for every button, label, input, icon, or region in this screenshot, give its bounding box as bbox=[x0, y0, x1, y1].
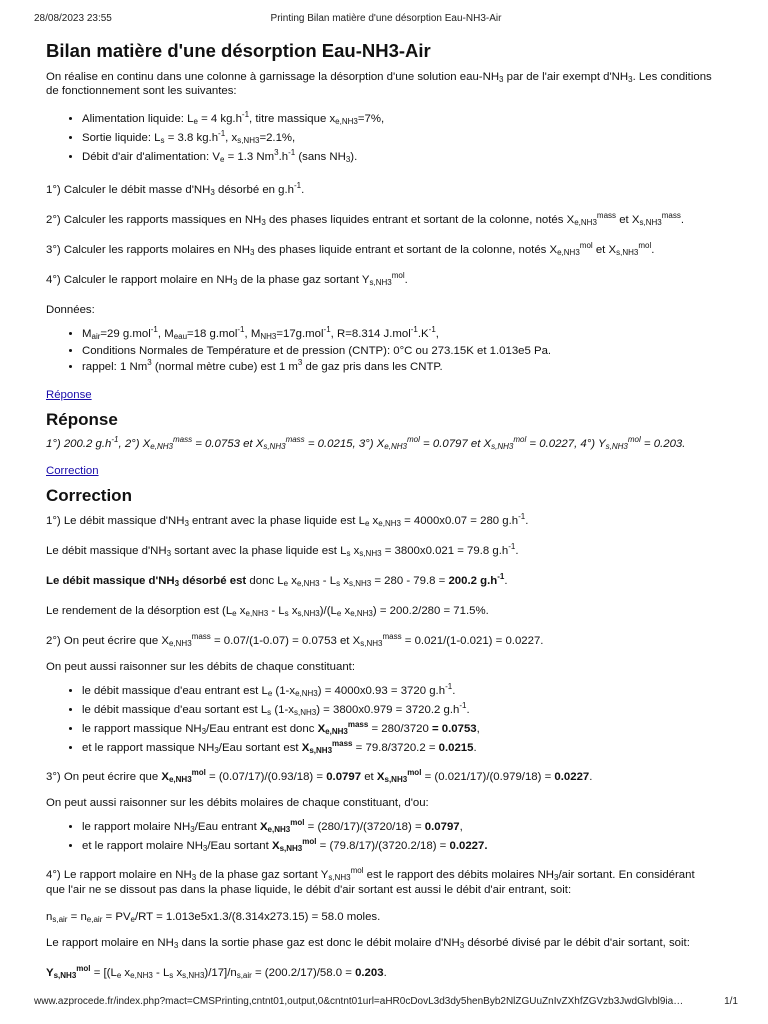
print-page-title: Printing Bilan matière d'une désorption Eau-NH3-Air bbox=[270, 13, 502, 24]
list-item: • le rapport massique $NH_3$/Eau entrant est donc $X_{e,NH3}^{mass} = 280/3720 = 0.0753$, bbox=[82, 720, 714, 739]
correction-paragraph: On peut aussi raisonner sur les débits molaires de chaque constituant, d'ou: bbox=[46, 797, 429, 809]
correction-link[interactable]: Correction bbox=[46, 465, 99, 477]
list-item: • $M_{air}=29$ g.mol$^{-1}$, $M_{eau}=18$ g.mol$^{-1}$, $M_{NH3}=17g.mol^{-1}$, R=8.314 $J.mol^{-1}.K^{-1}$, bbox=[82, 325, 714, 344]
question-1: 1°) Calculer le débit masse $d'NH_3$ désorbé en $g.h^{-1}$. bbox=[46, 181, 305, 197]
list-item: • et le rapport molaire $NH_3$/Eau sortant $X_{s,NH3}^{mol} = (79.8/17)/(3720.2/18) = 0.0227$. bbox=[82, 837, 714, 856]
correction-paragraph: $Y_{s,NH3}^{mol} = [(L_e$ $x_{e,NH3} - L_s$ $x_{s,NH3})/17]/n_{s,air} = (200.2/17)/58.0 = 0.203$. bbox=[46, 964, 387, 980]
reponse-text: 1°) 200.2 $g.h^{-1}$, 2°) $X_{e,NH3}^{mass} = 0.0753$ et $X_{s,NH3}^{mass} = 0.0215$, 3°) $X_{e,NH3}^{mol} = 0.0797$ et $X_{s,NH3}^{mol} = 0.0227$, 4°) $Y_{s,NH3}^{mol} = 0.203$. bbox=[46, 435, 686, 451]
list-item: • Sortie liquide: $L_s = 3.8$ $kg.h^{-1}$, $x_{s,NH3}=2.1\%$, bbox=[82, 129, 714, 148]
question-3: 3°) Calculer les rapports molaires en $NH_3$ des phases liquide entrant et sortant de la colonne, notés $X_{e,NH3}^{mol}$ et $X_{s,NH3}^{mol}$. bbox=[46, 241, 655, 257]
correction-paragraph: On peut aussi raisonner sur les débits de chaque constituant: bbox=[46, 661, 355, 673]
list-item: • Alimentation liquide: $L_e = 4$ $kg.h^{-1}$, titre massique $x_{e,NH3}=7\%$, bbox=[82, 110, 714, 129]
mass-flow-list bbox=[46, 682, 714, 758]
correction-paragraph: 3°) On peut écrire que $X_{e,NH3}^{mol} = (0.07/17)/(0.93/18) = 0.0797$ et $X_{s,NH3}^{mol} = (0.021/17)/(0.979/18) = 0.0227$. bbox=[46, 768, 593, 784]
correction-paragraph: 4°) Le rapport molaire en $NH_3$ de la phase gaz sortant $Y_{s,NH3}^{mol}$ est le rapport des débits molaires $NH_3$/air sortant. En considérant que l'air ne se dissout pas dans la phase liquide, le débit d'air sortant est aussi le débit d'air entrant, soit: bbox=[46, 866, 695, 896]
question-2: 2°) Calculer les rapports massiques en $NH_3$ des phases liquides entrant et sortant de la colonne, notés $X_{e,NH3}^{mass}$ et $X_{s,NH3}^{mass}$. bbox=[46, 211, 684, 227]
intro-paragraph: On réalise en continu dans une colonne à garnissage la désorption d'une solution eau-$NH_3$ par de l'air exempt $d'NH_3$. Les conditions de fonctionnement sont les suivantes: bbox=[46, 71, 712, 97]
correction-paragraph: 2°) On peut écrire que $X_{e,NH3}^{mass} = 0.07/(1-0.07) = 0.0753$ et $X_{s,NH3}^{mass} = 0.021/(1-0.021) = 0.0227$. bbox=[46, 632, 544, 648]
correction-paragraph: Le débit massique $d'NH_3$ désorbé est donc $L_e$ $x_{e,NH3} - L_s$ $x_{s,NH3} = 280 - 79.8 = 200.2$ $g.h^{-1}$. bbox=[46, 572, 508, 588]
correction-paragraph: Le rendement de la désorption est ($L_e$ $x_{e,NH3} - L_s$ $x_{s,NH3})/(L_e$ $x_{e,NH3}) = 200.2/280 = 71.5\%$. bbox=[46, 605, 489, 618]
correction-paragraph: $n_{s,air} = n_{e,air} = PV_e/RT = 1.013e5x1.3/(8.314x273.15) = 58.0$ moles. bbox=[46, 911, 381, 924]
correction-heading: Correction bbox=[46, 486, 132, 505]
correction-paragraph: Le débit massique $d'NH_3$ sortant avec la phase liquide est $L_s$ $x_{s,NH3} = 3800x0.021 = 79.8$ $g.h^{-1}$. bbox=[46, 542, 519, 558]
conditions-list bbox=[46, 110, 714, 167]
source-url: www.azprocede.fr/index.php?mact=CMSPrinting,cntnt01,output,0&cntnt01url=aHR0cDovL3d3dy5henByb2NlZGUuZnIvZXhfZGVzb3JwdGlvbl9ia… bbox=[34, 996, 684, 1007]
list-item: • Débit d'air d'alimentation: $V_e = 1.3$ $Nm^3.h^{-1}$ (sans $NH_3$). bbox=[82, 148, 714, 167]
page-number: 1/1 bbox=[724, 996, 738, 1007]
list-item: • Conditions Normales de Température et de pression (CNTP): 0°C ou 273.15K et 1.013e5 Pa. bbox=[82, 344, 714, 359]
reponse-link[interactable]: Réponse bbox=[46, 389, 92, 401]
data-list bbox=[46, 325, 714, 376]
correction-paragraph: 1°) Le débit massique $d'NH_3$ entrant avec la phase liquide est $L_e$ $x_{e,NH3} = 4000x0.07 = 280$ $g.h^{-1}$. bbox=[46, 512, 529, 528]
question-4: 4°) Calculer le rapport molaire en $NH_3$ de la phase gaz sortant $Y_{s,NH3}^{mol}$. bbox=[46, 271, 408, 287]
print-datetime: 28/08/2023 23:55 bbox=[34, 13, 112, 24]
print-header bbox=[34, 13, 738, 27]
reponse-heading: Réponse bbox=[46, 410, 118, 429]
list-item: • rappel: 1 Nm$^3$ (normal mètre cube) est 1 $m^3$ de gaz pris dans les CNTP. bbox=[82, 359, 714, 376]
document-body bbox=[46, 40, 714, 980]
data-label: Données: bbox=[46, 304, 95, 316]
list-item: • le rapport molaire $NH_3$/Eau entrant $X_{e,NH3}^{mol} = (280/17)/(3720/18) = 0.0797$, bbox=[82, 818, 714, 837]
list-item: • et le rapport massique $NH_3$/Eau sortant est $X_{s,NH3}^{mass} = 79.8/3720.2 = 0.0215$. bbox=[82, 739, 714, 758]
correction-paragraph: Le rapport molaire en $NH_3$ dans la sortie phase gaz est donc le débit molaire $d'NH_3$ désorbé divisé par le débit d'air sortant, soit: bbox=[46, 937, 690, 950]
list-item: • le débit massique d'eau sortant est $L_s$ $(1-x_{s,NH3}) = 3800x0.979 = 3720.2$ $g.h^{-1}$. bbox=[82, 701, 714, 720]
molar-flow-list bbox=[46, 818, 714, 856]
document-title: Bilan matière d'une désorption Eau-NH3-Air bbox=[46, 40, 431, 61]
list-item: • le débit massique d'eau entrant est $L_e$ $(1-x_{e,NH3}) = 4000x0.93 = 3720$ $g.h^{-1}$. bbox=[82, 682, 714, 701]
